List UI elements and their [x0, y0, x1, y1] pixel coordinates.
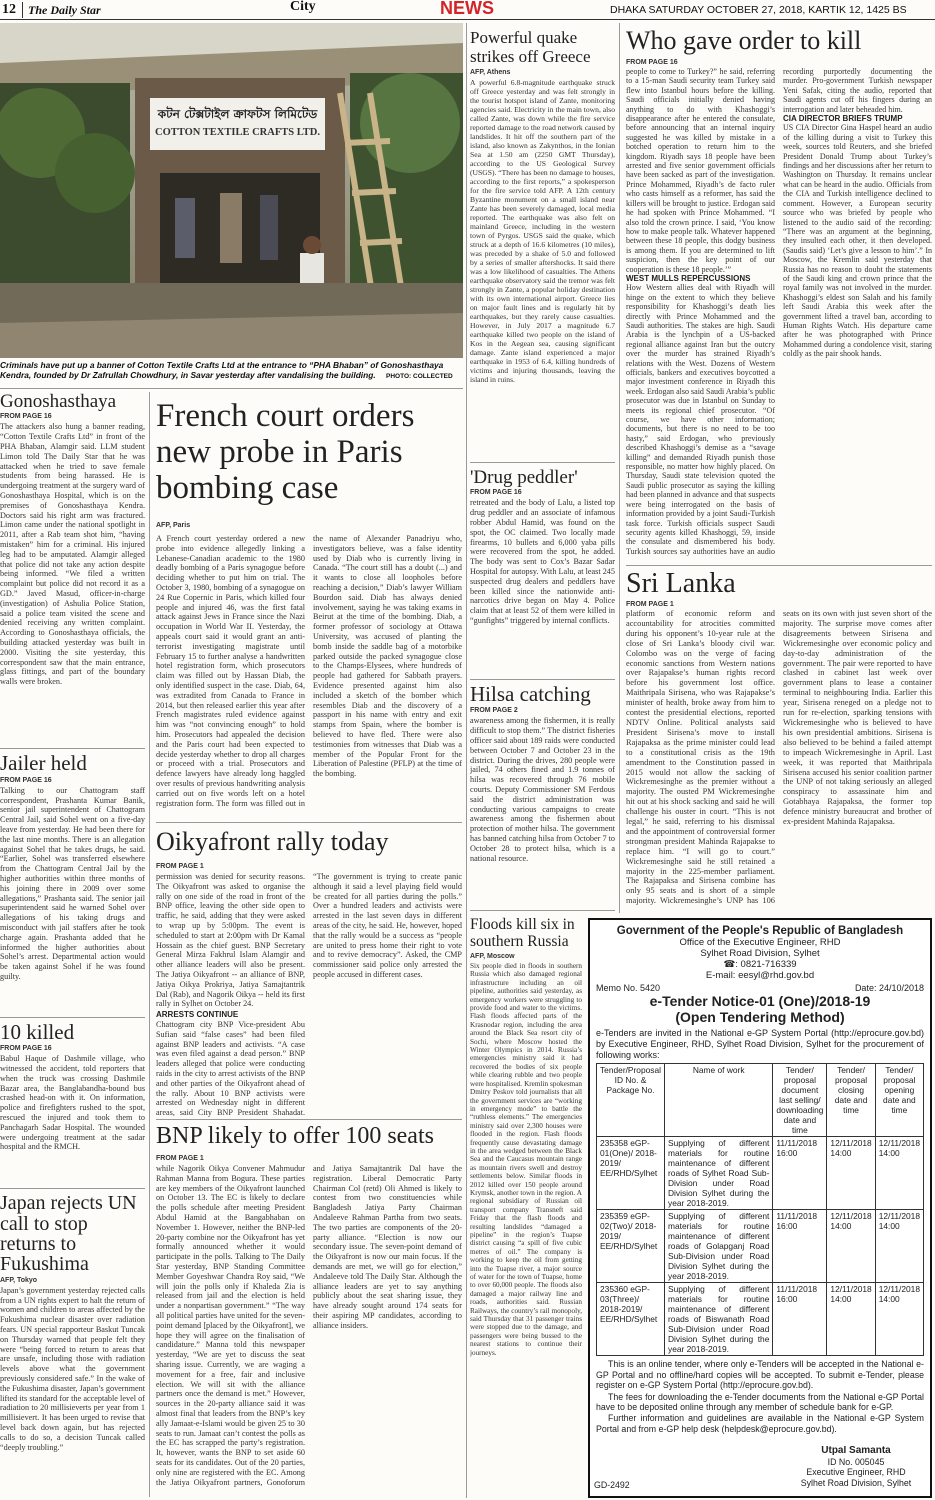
masthead: The Daily Star — [28, 3, 101, 17]
oikya-source: FROM PAGE 1 — [156, 863, 204, 870]
french-headline-block — [156, 398, 462, 513]
ad-email: E-mail: eesyl@rhd.gov.bd — [705, 970, 815, 981]
french-body: A French court yesterday ordered a new probe into evidence allegedly linking a Lebanese-Canadian academic to the 1980 deadly bombing of a Paris synagogue before deciding whether to put him on trial. The October 3, 1980, bombing of a synagogue on 24 Rue Copernic in Paris, which killed four people and injured 46, was the first fatal attack against Jews in France since the Nazi occupation in World War II. Yesterday, the appeals court said it would grant an anti-terrorist investigating magistrate until February 15 to further analyse a handwritten hotel registration form, which prosecutors claim was filled out by Hassan Diab, the only identified suspect in the case. Diab, 64, was extradited from Canada to France in 2014, but then released earlier this year after French magistrates ruled evidence against him was “not convincing enough” to hold him. Prosecutors had appealed the decision and the Paris court had been expected to decide yesterday whether to drop all charges or proceed with a trial. Prosecutors and defence lawyers have already long haggled over results of previous handwriting analysis carried out on five words left on a hotel registration form. The form was filled out in the name of Alexander Panadriyu who, investigators believe, was a false identity used by Diab who is currently living in Canada. “The court still has a doubt (...) and it wants to close all loopholes before reaching a decision,” Diab’s lawyer William Bourdon said. Diab has always denied involvement, saying he was taking exams in Beirut at the time of the bombing. Diab, a former professor of sociology at Ottawa University, was accused of planting the bomb inside the saddle bag of a motorbike parked outside the packed synagogue close to the Champs-Elysees, where hundreds of people had gathered for Sabbath prayers. Evidence presented against him also included a sketch of the bomber which resembles Diab and the discovery of a passport in his name with entry and exit stamps from Spain, where the bomber is believed to have fled. There were also testimonies from witnesses that Diab was a member of the Popular Front for the Liberation of Palestine (PFLP) at the time of the bombing. — [156, 534, 462, 808]
khashoggi-text: people to come to Turkey?” he said, referring to a 15-man Saudi security team Turkey said flew into Istanbul hours before the killing. Saudi officials initially denied having anything to do with Khashoggi’s disappearance after he entered the consulate, before announcing that an internal inquiry suggested he was killed by mistake in a botched operation to return him to the kingdom. Riyadh says 18 people have been arrested and five senior government officials have been sacked as part of the investigation. Prince Mohammed, Riyadh’s de facto ruler who casts himself as a reformer, has said the killers will be brought to justice. Erdogan said he had spoken with Prince Mohammed. “I also told the crown prince. I said, ‘You know how to make people talk. Whatever happened between these 18 people, this dodgy business is among them. If you are determined to lift suspicion, then the key point of our cooperation is these 18 people.’” — [626, 67, 775, 274]
khashoggi-subhead-2: CIA DIRECTOR BRIEFS TRUMP — [783, 114, 903, 124]
tender-table-header — [597, 1064, 924, 1137]
japan-source: AFP, Tokyo — [0, 1276, 38, 1284]
floods-article — [470, 916, 582, 1498]
hilsa-body: awareness among the fishermen, it is really difficult to stop them.” The district fisheries officer said about 189 raids were conducted between October 7 and October 23 in the district. During the drives, 280 people were jailed, 74 others fined and 1.9 tonnes of hilsa was recovered through 76 mobile courts. Deputy Commissioner SM Ferdous said the district administration was conducting various campaigns to create awareness among the fishermen about protection of mother hilsa. The government has banned catching hilsa from October 7 to October 28 to protect hilsa, which is a national resource. — [470, 716, 615, 863]
quake-source: AFP, Athens — [470, 69, 511, 76]
killed-body: Babul Haque of Dashmile village, who witnessed the accident, told reporters that when the truck was crossing Dashmile Bazar area, the Banglabandha-bound bus crashed head-on with it. On information, police and firefighters rushed to the spot, rescued the injured and took them to Panchagarh Sadar Hospital. The wounded were undergoing treatment at the sadar hospital and the RMCH. — [0, 1054, 145, 1152]
floods-headline: Floods kill six in southern Russia — [470, 916, 575, 950]
ad-title: e-Tender Notice-01 (One)/2018-19 — [649, 993, 871, 1009]
etender-advertisement — [588, 918, 932, 1498]
gono-headline: Gonoshasthaya — [0, 392, 117, 412]
cell-selling: 11/11/2018 16:00 — [773, 1210, 827, 1283]
hilsa-headline: Hilsa catching — [470, 684, 591, 706]
cell-closing: 12/11/2018 14:00 — [827, 1210, 875, 1283]
ad-intro: e-Tenders are invited in the National e-GP System Portal (http://eprocure.gov.bd) by Executive Engineer, RHD, Sylhet Road Division, Sylhet for the procurement of following works: — [596, 1028, 924, 1060]
khashoggi-source: FROM PAGE 16 — [626, 59, 678, 66]
cell-id: 235359 eGP-02(Two)/ 2018-2019/ EE/RHD/Sylhet — [597, 1210, 665, 1283]
jailer-body: Talking to our Chattogram staff correspondent, Prashanta Kumar Banik, senior jail superintendent of Chattogram Central Jail, said Sohel went on a five-day leave from yesterday. He had been there for the last nine months. There is an allegation against Sohel that he takes drugs, he said. “Earlier, Sohel was transferred elsewhere from the Chattogram Central Jail by the higher authorities within three months of his joining there in 2009 over some allegations,” Prashanta said. The senior jail superintendent said he warned Sohel over allegations of his taking drugs and misconduct with jail staffers after he took charge again. Prashanta added that he informed the higher authorities about Sohel’s arrest. Departmental action would be taken against Sohel if he was found guilty. — [0, 785, 145, 981]
oikya-text: permission was denied for security reasons. The Oikyafront was asked to organise the rally on one side of the road in front of the BNP office, leaving the other side open to traffic, he said, adding that they were asked to wrap up by 5:00pm. The event is scheduled to start at 2:00pm with Dr Kamal Hossain as the chief guest. BNP Secretary General Mirza Fakhrul Islam Alamgir and other alliance leaders will also be present. The Jatiya Oikyafront -- an alliance of BNP, Jatiya Oikya Prokriya, Jatiya Samajtantrik Dal (Rab), and Nagorik Oikya -- held its first rally in Sylhet on October 24. — [156, 872, 305, 1009]
khashoggi-article — [626, 58, 932, 564]
gono-body: The attackers also hung a banner reading, “Cotton Textile Crafts Ltd” in front of the PHA Bhaban, Alamgir said. LLM student Limon told The Daily Star that he was attacked when he tried to save female students from being harassed. He is undergoing treatment at the surgery ward of Gonoshasthaya Hospital, which is on the premises of Gonoshasthaya Kendra. Doctors said his right arm was fractured. Limon came under the national spotlight in 2011, after a Rab team shot him, “having mistaken” him for a criminal. His injured leg had to be amputated. Alamgir alleged that police did not take any action despite being informed. “We filed a written complaint but police did not record it as a GD.” Javed Masud, officer-in-charge (investigation) of Ashulia Police Station, said a police team visited the scene and denied receiving any written complaint. According to Gonoshasthaya officials, the building attacked yesterday was built in 2000. Visiting the site yesterday, this correspondent saw that the main entrance, glass fittings, and part of the boundary walls were broken. — [0, 422, 145, 687]
ad-note-3: Further information and guidelines are available in the National e-GP System Portal and from e-GP help desk (helpdesk@eprocure.gov.bd). — [596, 1413, 924, 1434]
ad-memo: Memo No. 5420 — [596, 983, 661, 993]
killed-source: FROM PAGE 16 — [0, 1045, 52, 1053]
japan-headline: Japan rejects UN call to stop returns to Fukushima — [0, 1192, 137, 1276]
cell-work: Supplying of different materials for routine maintenance of different roads of Golapganj Road Sub-Division under Road Division Sylhet during the year 2018-2019. — [665, 1210, 773, 1283]
ad-gd-number: GD-2492 — [594, 1480, 630, 1490]
ad-subtitle: (Open Tendering Method) — [675, 1009, 845, 1025]
tender-row — [597, 1283, 924, 1356]
hilsa-source: FROM PAGE 2 — [470, 707, 518, 715]
news-label: NEWS — [440, 0, 494, 18]
srilanka-source: FROM PAGE 1 — [626, 601, 674, 608]
floods-body: Six people died in floods in southern Russia which also damaged regional infrastructure including an oil pipeline, authorities said yesterday, as emergency workers were struggling to provide food and water to the victims. Flash floods affected parts of the Krasnodar region, including the area around the Black Sea resort city of Sochi, where Moscow hosted the Winter Olympics in 2014. Russia’s emergencies ministry said it had recovered the bodies of six people while clearing rubble and two people were hospitalised. Kremlin spokesman Dmitry Peskov told journalists that all the government services are “working in emergency mode” to battle the “ruthless elements.” The emergencies ministry said over 2,300 houses were flooded in the region. Flash floods frequently cause devastating damage in the area wedged between the Black Sea and the Caucasus mountain range as mountain rivers swell and destroy settlements below. Similar floods in 2012 killed over 150 people around Krymsk, another town in the region. A regional subsidiary of Russian oil transport company Transneft said Friday that the flash floods and resulting landslides “damaged a pipeline” in the region’s Tuapse district causing “a spill of five cubic metres of oil.” The company is working to keep the oil from getting into the Tuapse river, a major source of water for the town of Tuapse, home to over 60,000 people. The floods also damaged a major railway line and roads, authorities said. Russian Railways, the country’s rail monopoly, said Thursday that 31 passenger trains were stopped due to the damage, and passengers were being bussed to the nearest stations to continue their journeys. — [470, 962, 582, 1357]
photo-credit: PHOTO: COLLECTED — [386, 373, 453, 380]
quake-body: A powerful 6.8-magnitude earthquake struck off Greece yesterday and was felt strongly in the tourist hotspot island of Zante, monitoring agencies said. Electricity in the main town, also called Zante, was down while the fire service reported damage to the road network caused by landslides. It hit off the southern part of the island, also known as Zakynthos, in the Ionian Sea at 1.50 am (2250 GMT Thursday), according to the US Geological Survey (USGS). “There has been no damage to houses, according to the first reports,” a spokesperson for the fire service told AFP. A 12th century Byzantine monument on a small island near Zante has been severely damaged, local media reported. The earthquake was also felt on mainland Greece, including in the western town of Pyrgos. USGS said the quake, which struck at a depth of 16.6 kilometres (10 miles), was preceded by a shake of 5.0 and followed by a series of smaller aftershocks. It said there was a low likelihood of casualties. The Athens earthquake observatory said the tremor was felt strongly in Zante, a popular holiday destination with its own international airport. Greece lies on major fault lines and is regularly hit by earthquakes, but they rarely cause casualties. However, in July 2017 a magnitude 6.7 earthquake killed two people on the island of Kos in the Aegean sea, causing significant damage. Zante island experienced a major earthquake in 1953 of 6.4, killing hundreds of victims and injuring thousands, leaving the island in ruins. — [470, 78, 615, 384]
caption-text: Criminals have put up a banner of Cotton Textile Crafts Ltd at the entrance to “PHA Bhaban” of Gonoshasthaya Kendra, founded by Dr Zafrullah Chowdhury, in Savar yesterday after vandalising the building. — [0, 360, 444, 380]
cell-selling: 11/11/2018 16:00 — [773, 1283, 827, 1356]
hilsa-article — [470, 684, 615, 906]
section-label: City — [290, 0, 316, 14]
signer-id: ID No. 005045 — [827, 1456, 885, 1467]
tender-table — [596, 1063, 924, 1356]
bnp-source: FROM PAGE 1 — [156, 1155, 204, 1162]
col-header-id: Tender/Proposal ID No. & Package No. — [597, 1064, 665, 1137]
signer-name: Utpal Samanta — [821, 1446, 891, 1456]
oikya-subhead: ARRESTS CONTINUE — [156, 1010, 239, 1020]
drug-headline: 'Drug peddler' — [470, 468, 578, 488]
signer-title: Executive Engineer, RHD — [806, 1467, 906, 1477]
cell-closing: 12/11/2018 14:00 — [827, 1137, 875, 1210]
french-source-text: AFP, Paris — [156, 522, 191, 529]
khashoggi-body — [626, 67, 932, 562]
cell-work: Supplying of different materials for routine maintenance of different roads of Sylhet Road Sub-Division under Road Division Sylhet during the year 2018-2019. — [665, 1137, 773, 1210]
floods-source: AFP, Moscow — [470, 953, 515, 960]
cell-selling: 11/11/2018 16:00 — [773, 1137, 827, 1210]
banner-bengali-text: কটন টেক্সটাইল ক্রাফটস লিমিটেড — [157, 107, 318, 121]
col-header-opening: Tender/ proposal opening date and time — [875, 1064, 923, 1137]
col-header-selling: Tender/ proposal document last selling/ downloading date and time — [773, 1064, 827, 1137]
page-header — [0, 0, 935, 20]
srilanka-body: platform of economic reform and accountability for atrocities committed during his opponent’s 10-year rule at the close of Sri Lanka’s bloody civil war. Colombo was on the verge of facing economic sanctions from Western nations over Rajapakse’s human rights record before his government lost office. Maithripala Sirisena, who was Rajapakse’s minister of health, broke away from him to contest the presidential elections, reported NDTV Online. Political analysts said President Sirisena’s move to install Rajapaksa as the prime minister could lead to a constitutional crisis as the 19th amendment to the Constitution passed in 2015 would not allow the sacking of Wickremesinghe as the premier without a majority. The ousted PM Wickremesinghe hit out at his shock sacking and said he will challenge his ouster in court. “This is not legal,” he said, referring to his dismissal and the appointment of controversial former strongman president Mahinda Rajapakse to replace him. “I will go to court.” Wickremesinghe said he still retained a majority in the 225-member parliament. The Rajapaksa and Sirisena combine has only 95 seats and is short of a simple majority. Wickremesinghe’s UNP has 106 seats on its own with just seven short of the majority. The surprise move comes after disagreements between Sirisena and Wickremesinghe over economic policy and day-to-day administration of the government. The pair were reported to have clashed in cabinet last week over government plans to lease a container terminal to neighbouring India. Earlier this year, Sirisena reneged on a pledge not to run for re-election, sparking tensions with Wickremesinghe who is believed to have his own presidential ambitions. Sirisena is also believed to be behind a failed attempt to impeach Wickremesinghe in April. Last week, it was reported that Maithripala Sirisena accused his senior coalition partner the UNP of not taking seriously an alleged conspiracy to assassinate him and Gotabhaya Rajapaksa, the former top defence ministry bureaucrat and brother of ex-president Mahinda Rajapaksa. — [626, 609, 932, 906]
jailer-headline: Jailer held — [0, 751, 87, 776]
srilanka-headline: Sri Lanka — [626, 570, 736, 599]
bnp-body: while Nagorik Oikya Convener Mahmudur Rahman Manna from Bogura. These parties are key members of the Oikyafront launched on October 13. The EC is likely to declare the polls schedule after meeting President Abdul Hamid at the Bangabhaban on November 1. However, neither the BNP-led 20-party combine nor the Oikyafront has yet formally announced whether it would participate in the polls. Talking to The Daily Star yesterday, BNP Standing Committee Member Goyeshwar Chandra Roy said, “We will join the polls only if Khaleda Zia is released from jail and the election is held under a nonpartisan government.” “The way all political parties have united for the seven-point demand [placed by the Oikyafront], we hope they will agree on the finalisation of candidature.” Manna told this newspaper yesterday, “We are yet to discuss the seat sharing issue. Currently, we are waging a movement for a free, fair and inclusive election. We will sit with the alliance partners once the demand is met.” However, sources in the 20-party alliance said it was almost final that leaders from the BNP’s key ally Jamaat-e-Islami would be given 25 to 30 seats to run. Jamaat can’t contest the polls as the EC has scrapped the party’s registration. It, however, wants the BNP to set aside 60 seats for its candidates. Out of the 20 parties, only nine are registered with the EC. Among the Jatiya Oikyafront partners, Gonoforum and Jatiya Samajtantrik Dal have the registration. Liberal Democratic Party Chairman Col (retd) Oli Ahmed is likely to contest from two constituencies while Bangladesh Jatiya Party Chairman Andaleeve Rahman Partha from two seats. The two parties are components of the 20-party alliance. “Election is now our secondary issue. The seven-point demand of the Oikyafront is now our main focus. If the demands are met, we will go for election,” Andaleeve told The Daily Star. Although the alliance leaders are yet to say anything publicly about the seat sharing issue, they have already sought around 174 seats for their aspiring MP candidates, according to alliance insiders. — [156, 1164, 462, 1487]
french-headline: French court orders new probe in Paris bombing case — [156, 398, 415, 506]
page-number: 12 — [2, 2, 20, 18]
tender-row — [597, 1210, 924, 1283]
col-header-work: Name of work — [665, 1064, 773, 1137]
french-source — [156, 520, 462, 530]
quake-article — [470, 28, 615, 460]
japan-body: Japan’s government yesterday rejected calls from a UN rights expert to halt the return of women and children to areas affected by the Fukushima nuclear disaster over radiation fears. UN special rapporteur Baskut Tuncak on Thursday warned that people felt they were “being forced to return to areas that are unsafe, including those with radiation levels above what the government previously considered safe.” In the wake of the Fukushima disaster, Japan’s government lifted its standard for the acceptable level of radiation to 20 millisieverts per year from 1 millisievert. It has been urged to revise that level back down again, but has rejected calls to do so, a decision Tuncak called “deeply troubling.” — [0, 1285, 145, 1452]
killed-headline: 10 killed — [0, 1019, 75, 1044]
left-column — [0, 392, 145, 1500]
ad-note-2: The fees for downloading the e-Tender documents from the National e-GP Portal have to be deposited online through any member of schedule bank for e-GP. — [596, 1391, 924, 1413]
cell-opening: 12/11/2018 14:00 — [875, 1283, 923, 1356]
oikya-article — [156, 861, 462, 1124]
gono-source: FROM PAGE 16 — [0, 413, 52, 421]
ad-note-1: This is an online tender, where only e-Tenders will be accepted in the National e-GP Portal and no offline/hard copies will be accepted. To submit e-Tender, please register on e-GP System Portal (http://eprocure.gov.bd). — [596, 1359, 924, 1391]
drug-body: retreated and the body of Lalu, a listed top drug peddler and an associate of infamous robber Abdul Hamid, was found on the spot, the OC claimed. Two locally made firearms, 10 bullets and 6,000 yaba pills were recovered from the spot, he added. The body was sent to Cox’s Bazar Sadar Hospital for autopsy. With Lalu, at least 245 suspected drug dealers and peddlers have been killed since the nationwide anti-narcotics drive began on May 4. Police claim that at least 52 of them were killed in “gunfights” triggered by internal conflicts. — [470, 498, 615, 625]
khashoggi-subhead-1: WEST MULLS REPERCUSSIONS — [626, 273, 751, 283]
khashoggi-headline: Who gave order to kill — [626, 28, 862, 55]
signer-office: Sylhet Road Division, Sylhet — [800, 1477, 912, 1488]
ad-office: Office of the Executive Engineer, RHD — [679, 937, 841, 948]
oikya-text2: Chattogram city BNP Vice-president Abu Sufian said “false cases” had been filed against BNP leaders and activists. “A case was even filed against a dead person.” BNP leaders alleged that police were conducting raids in the city to arrest activists of the BNP and other parties of the Oikyafront ahead of the rally. About 10 BNP activists were arrested on Wednesday night in different areas, said City BNP President Shahadat. “The government is trying to create panic although it said a level playing field would be created for all parties during the polls.” Over a hundred leaders and activists were arrested in the last seven days in different areas of the city, he said. He, however, hoped that the rally would be a success as “people are united to press home their right to vote and to revive democracy”. Asked, the CMP commissioner said police only arrested the people accused in different cases. — [156, 872, 462, 1118]
oikya-body — [156, 872, 462, 1122]
bnp-headline: BNP likely to offer 100 seats — [156, 1124, 434, 1149]
ad-memo-row — [590, 981, 930, 993]
dateline: DHAKA SATURDAY OCTOBER 27, 2018, KARTIK 12, 1425 BS — [610, 4, 907, 16]
ad-division: Sylhet Road Division, Sylhet — [700, 948, 820, 959]
ad-org: Government of the People's Republic of Bangladesh — [616, 925, 904, 937]
cell-id: 235360 eGP-03(Three)/ 2018-2019/ EE/RHD/Sylhet — [597, 1283, 665, 1356]
cell-id: 235358 eGP-01(One)/ 2018-2019/ EE/RHD/Sylhet — [597, 1137, 665, 1210]
cell-closing: 12/11/2018 14:00 — [827, 1283, 875, 1356]
col-header-closing: Tender/ proposal closing date and time — [827, 1064, 875, 1137]
cell-opening: 12/11/2018 14:00 — [875, 1137, 923, 1210]
quake-headline: Powerful quake strikes off Greece — [470, 28, 591, 66]
srilanka-article — [626, 601, 932, 913]
oikya-headline: Oikyafront rally today — [156, 829, 389, 856]
news-photo — [0, 23, 463, 358]
khashoggi-text3: US CIA Director Gina Haspel heard an audio of the killing during a visit to Turkey this week, sources told Reuters, and she briefed President Donald Trump about Turkey’s findings and her discussions after her return to Washington on Thursday. It remains unclear what can be heard in the audio. Officials from the CIA and Turkish intelligence declined to comment. However, a European security source who was briefed by people who listened to the audio said of the recording: “There was an argument at the beginning, they insulted each other, it then developed. (Saudis said) ‘Let’s give a lesson to him’.” In Moscow, the Kremlin said yesterday that Russia has no reason to doubt the statements of the Saudi king and crown prince that the royal family was not involved in the murder. Khashoggi’s eldest son Salah and his family left Saudi Arabia this week after the government lifted a travel ban, according to Human Rights Watch. His departure came after he was photographed with Prince Mohammed during a condolence visit, staring coldly as the pair shook hands. — [783, 123, 932, 359]
khashoggi-text2: How Western allies deal with Riyadh will hinge on the extent to which they believe responsibility for Khashoggi’s death lies directly with Prince Mohammed and the Saudi authorities. The stakes are high. Saudi Arabia is the lynchpin of a US-backed regional alliance against Iran but the outcry over the murder has strained Riyadh’s relations with the West. Dozens of Western officials, bankers and executives boycotted a major investment conference in Riyadh this week. Erdogan also said Saudi Arabia’s public prosecutor was due in Istanbul on Sunday to meets its regional chief prosecutor. “Of course, we have other information; documents, but there is no need to be too hasty,” said Erdogan, who previously described Khashoggi’s demise as a “savage killing” and demanded Riyadh punish those responsible, no matter how highly placed. On Thursday, Saudi state television quoted the Saudi public prosecutor as saying the killing had been planned in advance and that suspects were being interrogated on the basis of information provided by a joint Saudi-Turkish task force. Turkish officials suspect Saudi security agents killed Khashoggi, 59, inside the consulate and dismembered his body. Turkish sources say authorities have an audio recording purportedly documenting the murder. Pro-government Turkish newspaper Yeni Safak, citing the audio, reported that Saudi agents cut off his fingers during an interrogation and later beheaded him. — [626, 67, 932, 556]
banner-english-text: COTTON TEXTILE CRAFTS LTD. — [155, 127, 320, 138]
ad-signature — [786, 1446, 926, 1488]
drug-article — [470, 468, 615, 676]
cell-opening: 12/11/2018 14:00 — [875, 1210, 923, 1283]
bnp-article — [156, 1153, 462, 1498]
cell-work: Supplying of different materials for routine maintenance of different roads of Biswanath Road Sub-Division under Road Division Sylhet during the year 2018-2019. — [665, 1283, 773, 1356]
ad-date: Date: 24/10/2018 — [854, 983, 924, 993]
ad-phone: ☎: 0821-716339 — [723, 959, 797, 970]
tender-row — [597, 1137, 924, 1210]
ad-table-wrap — [590, 1063, 930, 1356]
jailer-source: FROM PAGE 16 — [0, 776, 52, 784]
photo-illustration — [0, 23, 463, 358]
drug-source: FROM PAGE 16 — [470, 489, 522, 497]
photo-caption — [0, 360, 463, 386]
